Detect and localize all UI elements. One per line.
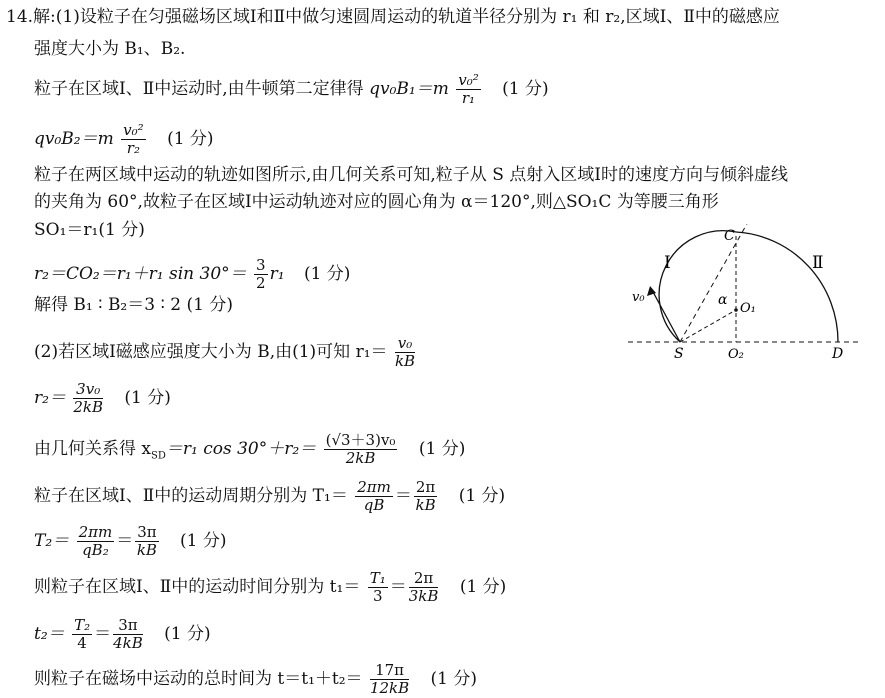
numerator: 2πm [357,478,391,496]
denominator: 2 [256,274,266,292]
label-o2: O₂ [728,347,744,362]
score-mark: (1 分) [303,264,351,284]
denominator: kB [415,496,436,514]
intro-line-2 [34,38,185,60]
point-o1 [734,308,738,312]
denominator: qB [363,496,385,514]
intro-text: 解:(1)设粒子在匀强磁场区域Ⅰ和Ⅱ中做匀速圆周运动的轨道半径分别为 r₁ 和 r₂,区域Ⅰ、Ⅱ中的磁感应 [33,7,780,27]
score-mark: (1 分) [502,79,549,99]
denominator: 4kB [113,634,143,652]
denominator: 2kB [345,449,376,467]
numerator: v₀² [458,71,479,89]
label-c: C [724,228,735,244]
fraction-v0sq-r2 [121,122,146,157]
fraction-T1-3 [368,570,388,605]
total-text: 则粒子在磁场中运动的总时间为 t＝t₁＋t₂＝ [34,669,363,689]
numerator: (√3＋3)v₀ [325,431,396,449]
numerator: 17π [370,662,409,680]
score-mark: (1 分) [418,439,466,459]
part2-line [34,335,417,370]
fraction-3pi-kB [135,524,158,559]
geometry-text-2: 的夹角为 60°,故粒子在区域Ⅰ中运动轨迹对应的圆心角为 α＝120°,则△SO₁C 为等腰三角形 [34,192,719,212]
fraction-T2-4 [72,617,92,652]
numerator: 3π [113,617,143,635]
period-line [34,479,505,514]
label-s: S [674,346,684,362]
trajectory-diagram [628,224,860,366]
r2-lhs: r₂＝CO₂＝r₁＋r₁ sin 30°＝ [34,264,247,284]
score-mark: (1 分) [167,129,214,149]
numerator: T₂ [74,616,91,634]
label-alpha: α [718,292,728,308]
label-d: D [832,346,844,362]
equals: ＝ [394,486,412,506]
part2-text: (2)若区域Ⅰ磁感应强度大小为 B,由(1)可知 r₁＝ [34,342,388,362]
geometry-text-1: 粒子在两区域中运动的轨迹如图所示,由几何关系可知,粒子从 S 点射入区域Ⅰ时的速度方向与倾斜虚线 [34,165,788,185]
fraction-3pi-4kB [113,617,143,652]
inclined-boundary [680,224,748,342]
r2-part2 [34,381,171,416]
problem-intro-line [6,6,780,28]
problem-number: 14. [6,7,34,27]
t2-time [34,617,211,652]
fraction-v0-kB [395,335,415,370]
so1-text: SO₁＝r₁(1 分) [34,220,145,240]
ratio-line [34,294,233,316]
xsd-text: 由几何关系得 x [34,439,151,459]
denominator: 2kB [73,398,104,416]
score-mark: (1 分) [458,486,506,506]
label-region-2: Ⅱ [812,253,824,273]
numerator: 2π [409,570,439,588]
fraction-3v0-2kB [73,381,103,416]
t2b-lhs: t₂＝ [34,624,65,644]
equals: ＝ [116,531,134,551]
fraction-2pim-qB2 [77,524,115,559]
denominator: 12kB [369,679,410,697]
numerator: 3 [256,256,266,274]
denominator: kB [394,352,416,370]
period-text: 粒子在区域Ⅰ、Ⅱ中的运动周期分别为 T₁＝ [34,486,348,506]
numerator: 3π [137,523,157,541]
r2b-lhs: r₂＝ [34,388,66,408]
numerator: 2πm [78,523,113,541]
time-text: 则粒子在区域Ⅰ、Ⅱ中的运动时间分别为 t₁＝ [34,577,361,597]
line-so1 [680,310,736,342]
fraction-17pi-12kB [370,662,409,697]
score-mark: (1 分) [180,531,227,551]
so1-line [34,219,145,241]
xsd-subscript: SD [151,450,166,462]
fraction-v0sq-r1 [456,72,481,107]
xsd-eq: ＝r₁ cos 30°＋r₂＝ [165,439,317,459]
intro-text-2: 强度大小为 B₁、B₂. [34,39,186,59]
label-o1: O₁ [740,301,756,316]
denominator: 3 [372,587,383,605]
numerator: v₀² [123,121,144,139]
geometry-line-1 [34,164,788,186]
total-time-line [34,662,477,697]
numerator: v₀ [395,335,415,353]
equals: ＝ [389,577,407,597]
label-region-1: Ⅰ [664,253,671,273]
denominator: r₁ [461,89,476,107]
t2-period [34,524,227,559]
numerator: 2π [415,478,436,496]
newton-text: 粒子在区域Ⅰ、Ⅱ中运动时,由牛顿第二定律得 [34,79,364,99]
equals: ＝ [94,624,112,644]
geometry-line-2 [34,191,719,213]
t2-lhs: T₂＝ [34,531,70,551]
fraction-2pi-3kB [409,570,439,605]
score-mark: (1 分) [459,577,507,597]
label-v0: v₀ [632,290,645,305]
fraction-2pim-qB [355,479,393,514]
arc-region-2 [736,232,838,342]
equation-1 [34,72,549,107]
fraction-2pi-kB [414,479,437,514]
xsd-line [34,432,465,467]
denominator: kB [136,541,157,559]
ratio-text: 解得 B₁ ∶ B₂＝3 ∶ 2 (1 分) [34,295,234,315]
denominator: 4 [77,634,87,652]
denominator: qB₂ [82,541,109,559]
r2-relation [34,257,350,292]
numerator: 3v₀ [73,381,103,399]
score-mark: (1 分) [164,624,211,644]
r2-tail: r₁ [269,264,285,284]
fraction-3-2 [254,257,268,292]
eq1-lhs: qv₀B₁＝m [369,79,449,99]
equation-2 [34,122,214,157]
numerator: T₁ [369,569,386,587]
denominator: 3kB [408,587,439,605]
denominator: r₂ [126,139,140,157]
fraction-sqrt3 [324,432,398,467]
eq2-lhs: qv₀B₂＝m [34,129,114,149]
score-mark: (1 分) [430,669,478,689]
score-mark: (1 分) [124,388,171,408]
velocity-vector [652,290,680,342]
time-line [34,570,506,605]
